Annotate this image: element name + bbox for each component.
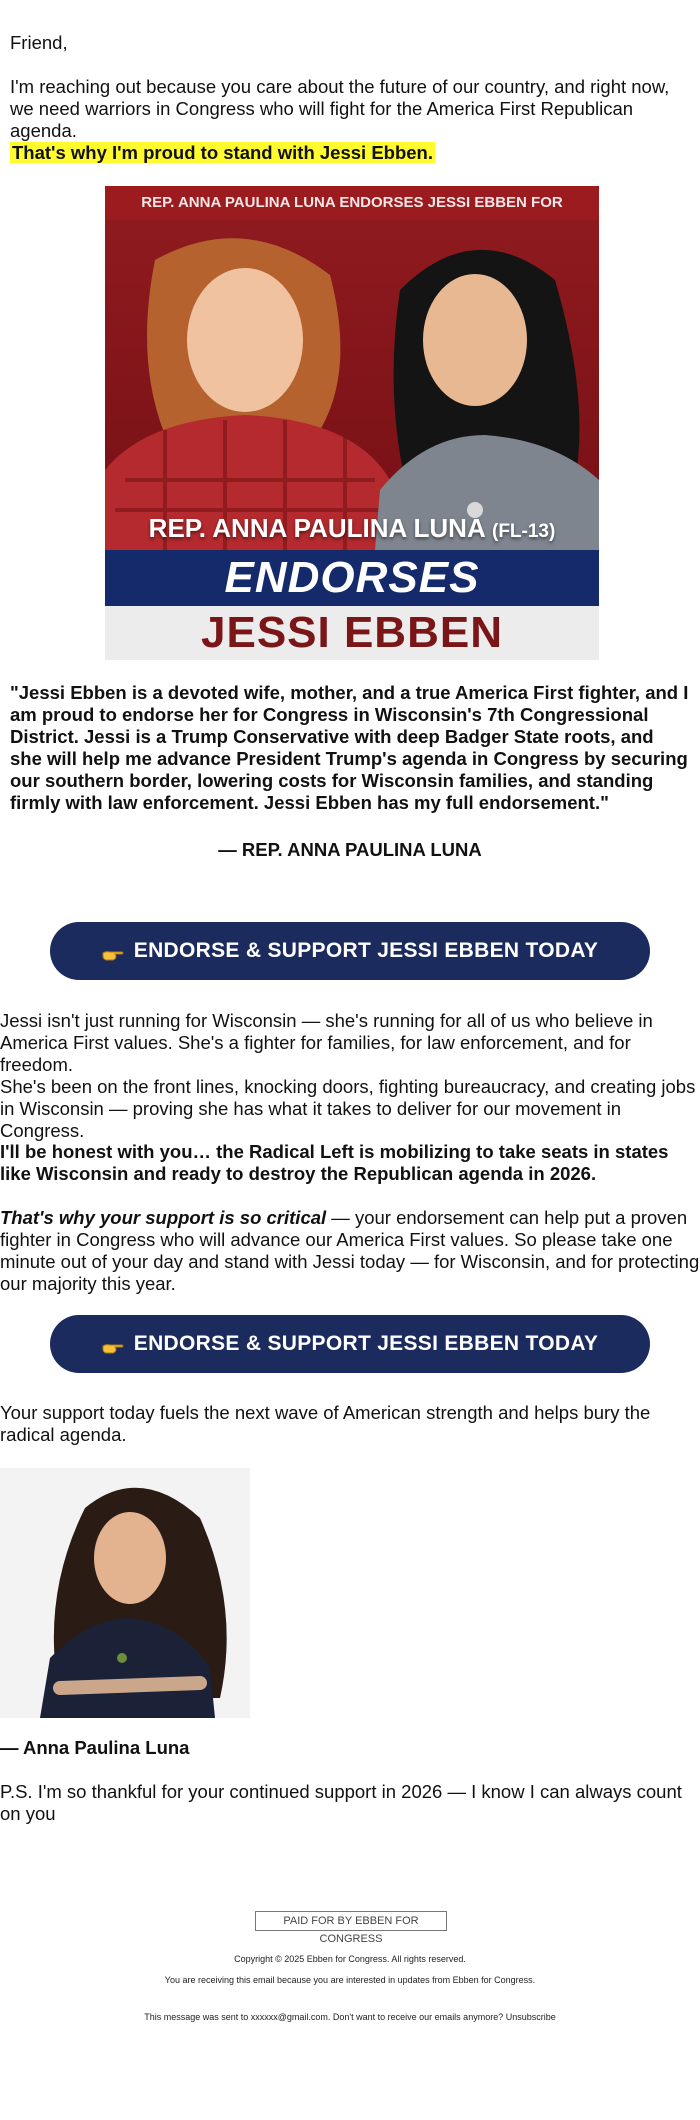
highlighted-text: That's why I'm proud to stand with Jessi Ebben. (12, 142, 433, 163)
graphic-banner: REP. ANNA PAULINA LUNA ENDORSES JESSI EBBEN FOR (105, 186, 599, 220)
endorsement-graphic (105, 186, 599, 660)
body-emphasis: That's why your support is so critical (0, 1207, 327, 1228)
copyright-notice: Copyright © 2025 Ebben for Congress. All rights reserved. (234, 1954, 466, 1964)
paid-for-disclaimer: PAID FOR BY EBBEN FOR CONGRESS (255, 1911, 447, 1931)
receiving-notice: You are receiving this email because you are interested in updates from Ebben for Congress. (164, 1975, 536, 1985)
greeting: Friend, (10, 32, 68, 53)
quote-attribution: — REP. ANNA PAULINA LUNA (218, 839, 482, 860)
graphic-endorses: ENDORSES (105, 550, 599, 606)
graphic-photo (105, 220, 599, 550)
body-paragraph-2: She's been on the front lines, knocking doors, fighting bureaucracy, and creating jobs in Wisconsin — proving she has what it takes to deliver for our movement in Congress. (0, 1076, 696, 1141)
endorse-support-button-top[interactable] (50, 922, 650, 980)
signature: — Anna Paulina Luna (0, 1737, 190, 1758)
body-paragraph-4: That's why your support is so critical — your endorsement can help put a proven fighter in Congress who will advance our America First values. So please take one minute out of your day and stand with Jessi today — for Wisconsin, and for protecting our majority this year. (0, 1207, 700, 1294)
intro-paragraph: I'm reaching out because you care about the future of our country, and right now, we need warriors in Congress who will fight for the America First Republican agenda. (10, 76, 670, 141)
postscript: P.S. I'm so thankful for your continued support in 2026 — I know I can always count on you (0, 1781, 682, 1824)
graphic-candidate: JESSI EBBEN (105, 606, 599, 660)
anna-paulina-luna-portrait (0, 1468, 250, 1718)
body-paragraph-3: I'll be honest with you… the Radical Left is mobilizing to take seats in states like Wisconsin and ready to destroy the Republican agenda in 2026. (0, 1141, 669, 1184)
body-paragraph-1: Jessi isn't just running for Wisconsin — she's running for all of us who believe in America First values. She's a fighter for families, for law enforcement, and for freedom. (0, 1010, 653, 1075)
pointing-hand-icon (102, 944, 124, 958)
two-women-portrait-icon (105, 220, 599, 550)
highlight-line (10, 142, 690, 164)
unsubscribe-link[interactable]: Unsubscribe (505, 2012, 556, 2022)
sent-to-notice: This message was sent to xxxxxx@gmail.com. Don't want to receive our emails anymore? Unsubscribe (144, 2012, 556, 2022)
portrait-photo-icon (0, 1468, 250, 1718)
graphic-name-line: REP. ANNA PAULINA LUNA (FL-13) (148, 513, 556, 543)
cta-label: ENDORSE & SUPPORT JESSI EBBEN TODAY (133, 939, 599, 962)
cta-label: ENDORSE & SUPPORT JESSI EBBEN TODAY (133, 1332, 599, 1355)
graphic-district: (FL-13) (492, 521, 556, 542)
endorsement-quote: "Jessi Ebben is a devoted wife, mother, and a true America First fighter, and I am proud to endorse her for Congress in Wisconsin's 7th Congressional District. Jessi is a Trump Conservative with deep Badger State roots, and she will help me advance President Trump's agenda in Congress by securing our southern border, lowering costs for Wisconsin families, and standing firmly with law enforcement. Jessi Ebben has my full endorsement." (10, 682, 689, 813)
pointing-hand-icon (102, 1337, 124, 1351)
endorse-support-button-bottom[interactable] (50, 1315, 650, 1373)
body-paragraph-5: Your support today fuels the next wave of American strength and helps bury the radical agenda. (0, 1402, 651, 1445)
